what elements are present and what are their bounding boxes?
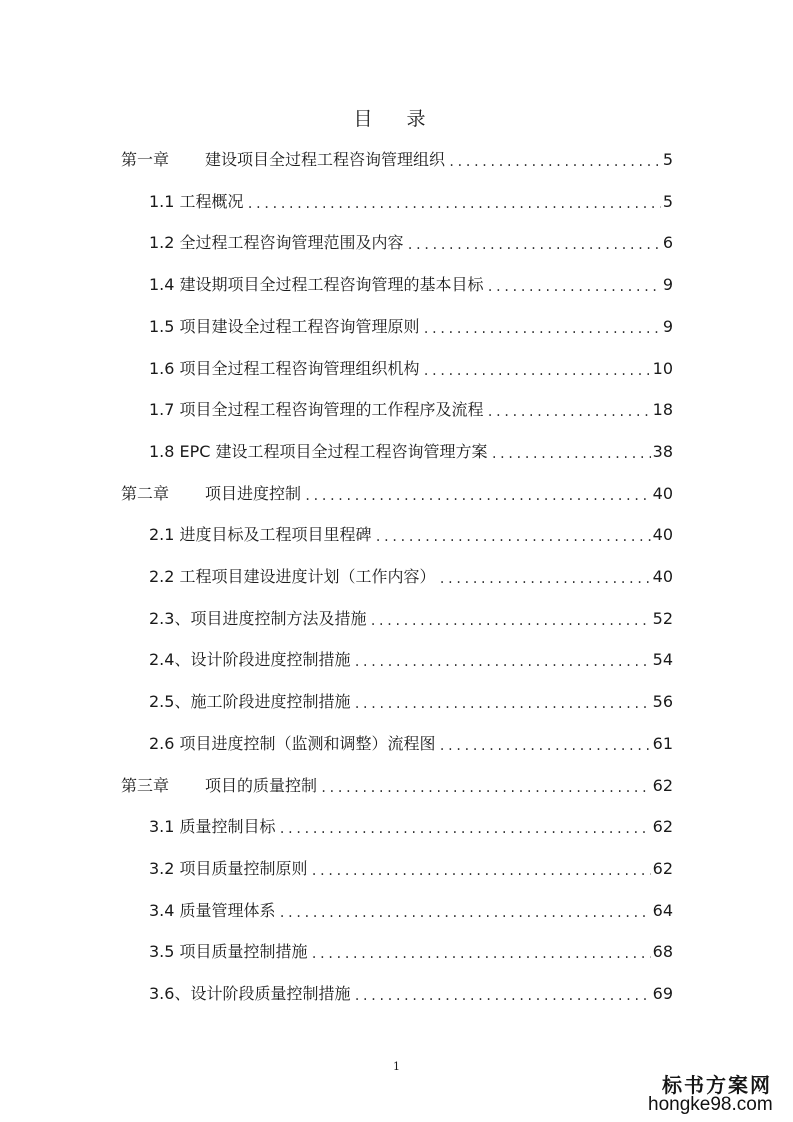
toc-page-number: 5 <box>662 150 673 169</box>
toc-page-number: 56 <box>652 692 673 711</box>
toc-leader-dots <box>304 487 651 505</box>
toc-page-number: 62 <box>652 859 673 878</box>
toc-entry-label: 2.5、施工阶段进度控制措施 <box>149 692 351 711</box>
toc-entry-label: 2.1 进度目标及工程项目里程碑 <box>149 525 372 544</box>
toc-chapter-number: 第三章 <box>121 776 170 795</box>
toc-leader-dots <box>423 362 651 380</box>
toc-page-number: 6 <box>662 233 673 252</box>
toc-page-number: 62 <box>652 776 673 795</box>
toc-section-entry[interactable] <box>149 564 673 588</box>
toc-entry-label: 3.5 项目质量控制措施 <box>149 942 308 961</box>
toc-entry-label <box>121 149 445 171</box>
toc-leader-dots <box>320 779 651 797</box>
toc-entry-label: 2.2 工程项目建设进度计划（工作内容） <box>149 567 436 586</box>
toc-section-entry[interactable] <box>149 314 673 338</box>
toc-page-number: 52 <box>652 609 673 628</box>
toc-entry-label: 3.4 质量管理体系 <box>149 901 276 920</box>
toc-page-number: 68 <box>652 942 673 961</box>
toc-entry-label: 3.6、设计阶段质量控制措施 <box>149 984 351 1003</box>
toc-chapter-title: 项目进度控制 <box>205 484 302 503</box>
toc-section-entry[interactable] <box>149 356 673 380</box>
toc-page-number: 61 <box>652 734 673 753</box>
toc-section-entry[interactable] <box>149 981 673 1005</box>
toc-page-number: 62 <box>652 817 673 836</box>
toc-entry-label: 1.5 项目建设全过程工程咨询管理原则 <box>149 317 420 336</box>
toc-leader-dots <box>439 570 651 588</box>
toc-section-entry[interactable] <box>149 439 673 463</box>
toc-section-entry[interactable] <box>149 939 673 963</box>
toc-leader-dots <box>353 653 650 671</box>
toc-entry-label: 1.2 全过程工程咨询管理范围及内容 <box>149 233 404 252</box>
toc-leader-dots <box>407 236 661 254</box>
toc-leader-dots <box>491 445 651 463</box>
toc-entry-label <box>121 775 317 797</box>
toc-entry-label <box>121 483 301 505</box>
watermark-name: 标书方案网 <box>662 1073 772 1097</box>
toc-page-number: 40 <box>652 484 673 503</box>
toc-leader-dots <box>353 695 650 713</box>
toc-chapter-entry[interactable] <box>121 481 673 505</box>
toc-leader-dots <box>311 945 651 963</box>
toc-entry-label: 1.6 项目全过程工程咨询管理组织机构 <box>149 359 420 378</box>
toc-page-number: 64 <box>652 901 673 920</box>
toc-section-entry[interactable] <box>149 522 673 546</box>
toc-entry-label: 3.1 质量控制目标 <box>149 817 276 836</box>
toc-page-number: 40 <box>652 525 673 544</box>
toc-leader-dots <box>423 320 661 338</box>
page-number: 1 <box>393 1060 400 1073</box>
toc-chapter-number: 第二章 <box>121 484 170 503</box>
toc-leader-dots <box>439 737 651 755</box>
toc-section-entry[interactable] <box>149 856 673 880</box>
toc-entry-label: 1.1 工程概况 <box>149 192 244 211</box>
toc-section-entry[interactable] <box>149 230 673 254</box>
toc-leader-dots <box>247 195 661 213</box>
toc-leader-dots <box>311 862 651 880</box>
toc-section-entry[interactable] <box>149 189 673 213</box>
toc-section-entry[interactable] <box>149 731 673 755</box>
watermark-url: hongke98.com <box>648 1094 773 1115</box>
toc-title: 目 录 <box>353 108 440 130</box>
toc-chapter-title: 建设项目全过程工程咨询管理组织 <box>205 150 446 169</box>
toc-chapter-entry[interactable] <box>121 773 673 797</box>
toc-leader-dots <box>369 612 650 630</box>
toc-page-number: 69 <box>652 984 673 1003</box>
toc-leader-dots <box>279 820 651 838</box>
toc-page-number: 54 <box>652 650 673 669</box>
toc-entry-label: 2.6 项目进度控制（监测和调整）流程图 <box>149 734 436 753</box>
toc-page-number: 5 <box>662 192 673 211</box>
toc-page-number: 9 <box>662 275 673 294</box>
toc-leader-dots <box>448 153 661 171</box>
toc-chapter-title: 项目的质量控制 <box>205 776 318 795</box>
toc-entry-label: 2.3、项目进度控制方法及措施 <box>149 609 367 628</box>
toc-entry-label: 1.8 EPC 建设工程项目全过程工程咨询管理方案 <box>149 442 488 461</box>
toc-leader-dots <box>353 987 650 1005</box>
toc-leader-dots <box>487 403 651 421</box>
toc-section-entry[interactable] <box>149 397 673 421</box>
toc-page-number: 40 <box>652 567 673 586</box>
toc-entry-label: 3.2 项目质量控制原则 <box>149 859 308 878</box>
toc-leader-dots <box>487 278 661 296</box>
toc-section-entry[interactable] <box>149 606 673 630</box>
toc-section-entry[interactable] <box>149 898 673 922</box>
toc-section-entry[interactable] <box>149 647 673 671</box>
toc-page-number: 38 <box>652 442 673 461</box>
toc-leader-dots <box>279 904 651 922</box>
toc-page-number: 18 <box>652 400 673 419</box>
toc-section-entry[interactable] <box>149 814 673 838</box>
toc-chapter-entry[interactable] <box>121 147 673 171</box>
toc-entry-label: 2.4、设计阶段进度控制措施 <box>149 650 351 669</box>
toc-entry-label: 1.4 建设期项目全过程工程咨询管理的基本目标 <box>149 275 484 294</box>
toc-chapter-number: 第一章 <box>121 150 170 169</box>
toc-leader-dots <box>375 528 651 546</box>
toc-section-entry[interactable] <box>149 689 673 713</box>
toc-page-number: 9 <box>662 317 673 336</box>
toc-page-number: 10 <box>652 359 673 378</box>
toc-entry-label: 1.7 项目全过程工程咨询管理的工作程序及流程 <box>149 400 484 419</box>
toc-section-entry[interactable] <box>149 272 673 296</box>
